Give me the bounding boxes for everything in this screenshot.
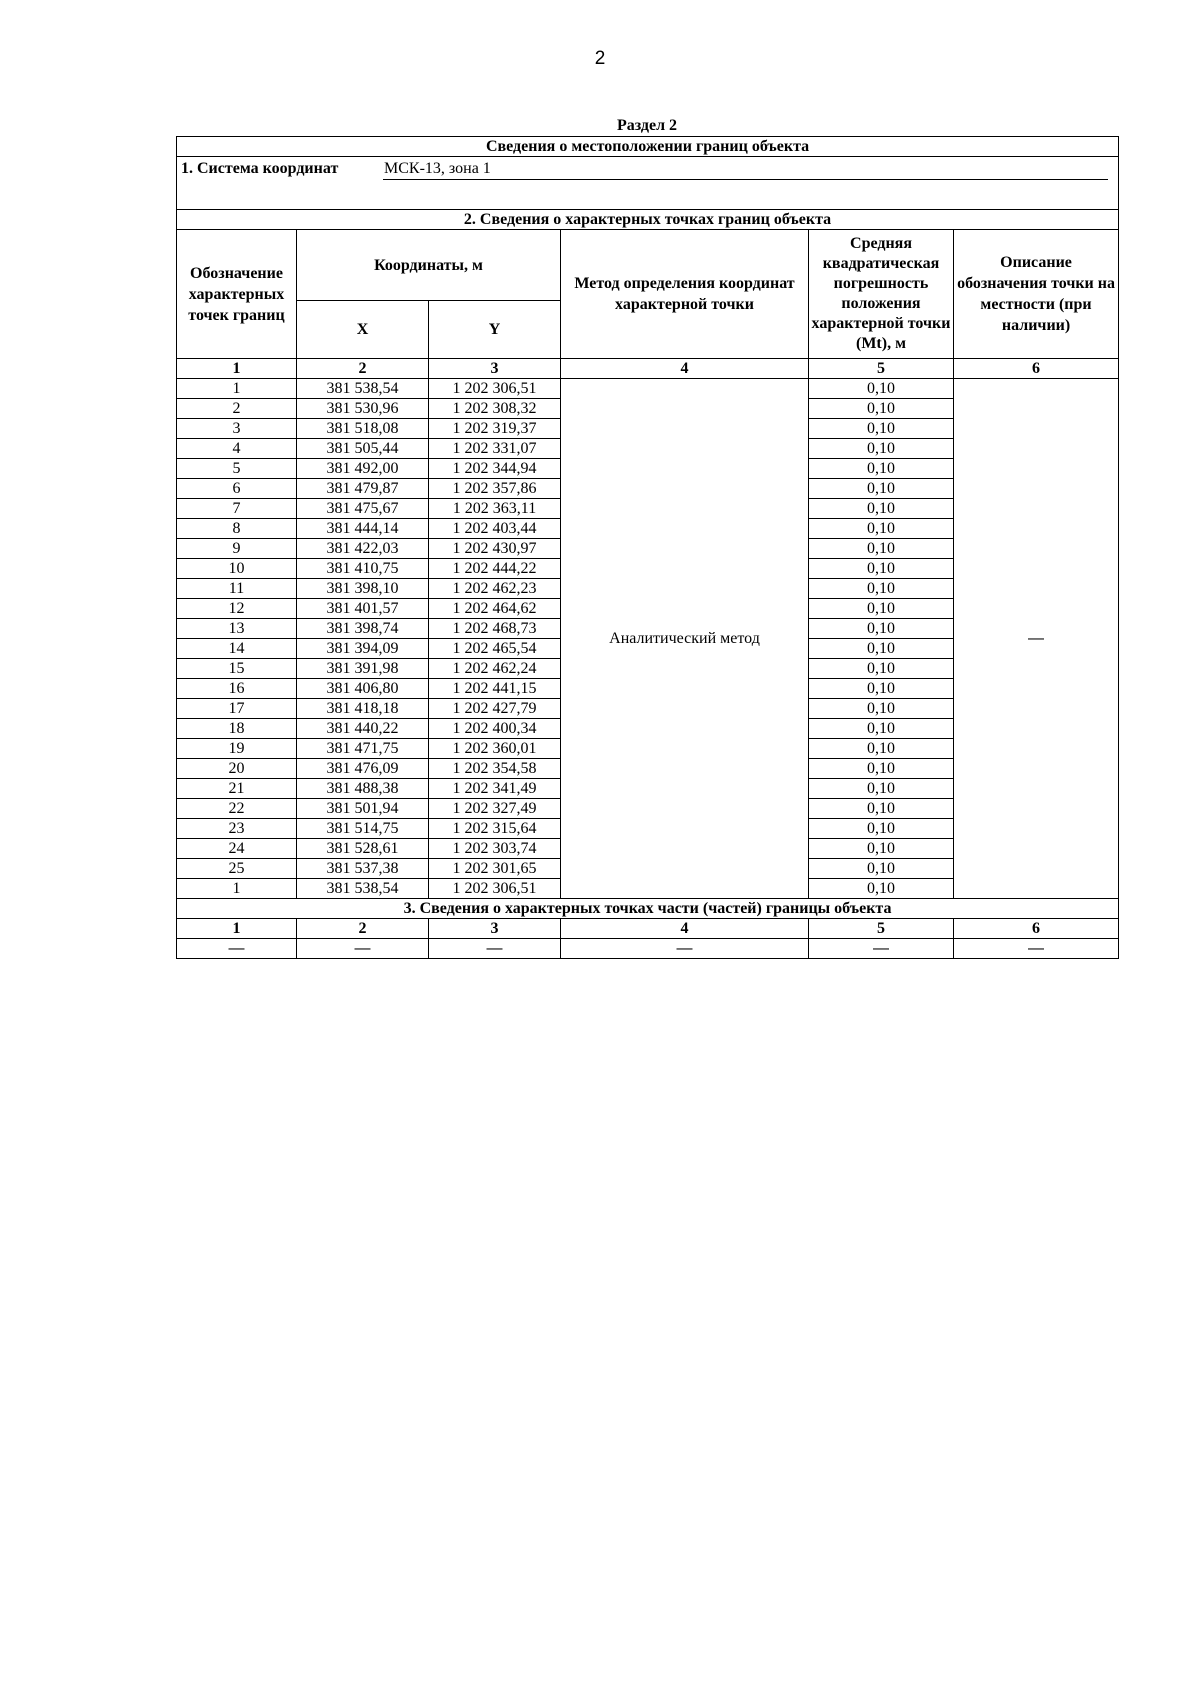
point-number: 9 <box>177 539 297 559</box>
coord-x: 381 488,38 <box>297 779 429 799</box>
point-number: 11 <box>177 579 297 599</box>
section-title: Раздел 2 <box>616 117 678 134</box>
table-title-row <box>177 137 1119 157</box>
mt-value: 0,10 <box>809 839 954 859</box>
column-number: 5 <box>809 919 954 939</box>
mt-value: 0,10 <box>809 859 954 879</box>
mt-value: 0,10 <box>809 559 954 579</box>
point-number: 15 <box>177 659 297 679</box>
point-number: 1 <box>177 379 297 399</box>
point-number: 17 <box>177 699 297 719</box>
header-description: Описание обозначения точки на местности (при наличии) <box>954 230 1119 359</box>
point-number: 22 <box>177 799 297 819</box>
coord-y: 1 202 315,64 <box>429 819 561 839</box>
mt-value: 0,10 <box>809 399 954 419</box>
column-numbers-row <box>177 359 1119 379</box>
mt-value: 0,10 <box>809 659 954 679</box>
point-number: 10 <box>177 559 297 579</box>
empty-dash: — <box>429 939 561 959</box>
mt-value: 0,10 <box>809 639 954 659</box>
subsection3-title-row <box>177 899 1119 919</box>
point-number: 7 <box>177 499 297 519</box>
point-number: 13 <box>177 619 297 639</box>
coord-y: 1 202 344,94 <box>429 459 561 479</box>
mt-value: 0,10 <box>809 579 954 599</box>
empty-dash: — <box>561 939 809 959</box>
point-number: 3 <box>177 419 297 439</box>
table-row <box>177 379 1119 399</box>
coord-x: 381 422,03 <box>297 539 429 559</box>
boundary-table <box>176 136 1119 959</box>
point-number: 6 <box>177 479 297 499</box>
mt-value: 0,10 <box>809 379 954 399</box>
column-number: 2 <box>297 359 429 379</box>
mt-value: 0,10 <box>809 459 954 479</box>
point-number: 12 <box>177 599 297 619</box>
page-number: 2 <box>594 48 606 69</box>
coord-x: 381 398,74 <box>297 619 429 639</box>
column-number: 4 <box>561 359 809 379</box>
mt-value: 0,10 <box>809 879 954 899</box>
coord-y: 1 202 341,49 <box>429 779 561 799</box>
subsection3-column-numbers-row <box>177 919 1119 939</box>
coord-y: 1 202 303,74 <box>429 839 561 859</box>
table-title: Сведения о местоположении границ объекта <box>177 137 1119 157</box>
empty-dash: — <box>954 939 1119 959</box>
coord-x: 381 391,98 <box>297 659 429 679</box>
header-coords: Координаты, м <box>297 230 561 301</box>
method-cell: Аналитический метод <box>561 379 809 899</box>
subsection3-title: 3. Сведения о характерных точках части (частей) границы объекта <box>177 899 1119 919</box>
coord-y: 1 202 462,23 <box>429 579 561 599</box>
mt-value: 0,10 <box>809 619 954 639</box>
coord-y: 1 202 357,86 <box>429 479 561 499</box>
coord-x: 381 530,96 <box>297 399 429 419</box>
coord-x: 381 394,09 <box>297 639 429 659</box>
mt-value: 0,10 <box>809 539 954 559</box>
coord-y: 1 202 465,54 <box>429 639 561 659</box>
point-number: 16 <box>177 679 297 699</box>
mt-value: 0,10 <box>809 479 954 499</box>
coord-system-underline <box>383 179 1108 180</box>
coord-y: 1 202 363,11 <box>429 499 561 519</box>
mt-value: 0,10 <box>809 719 954 739</box>
mt-value: 0,10 <box>809 439 954 459</box>
coord-y: 1 202 400,34 <box>429 719 561 739</box>
coord-y: 1 202 403,44 <box>429 519 561 539</box>
column-number: 6 <box>954 919 1119 939</box>
point-number: 1 <box>177 879 297 899</box>
mt-value: 0,10 <box>809 799 954 819</box>
point-number: 8 <box>177 519 297 539</box>
empty-dash: — <box>297 939 429 959</box>
point-number: 20 <box>177 759 297 779</box>
coord-x: 381 410,75 <box>297 559 429 579</box>
subsection2-title-row <box>177 210 1119 230</box>
point-number: 25 <box>177 859 297 879</box>
coord-x: 381 538,54 <box>297 879 429 899</box>
point-number: 23 <box>177 819 297 839</box>
empty-dash: — <box>177 939 297 959</box>
coord-y: 1 202 306,51 <box>429 879 561 899</box>
column-number: 3 <box>429 359 561 379</box>
empty-dash: — <box>809 939 954 959</box>
subsection3-empty-row <box>177 939 1119 959</box>
point-number: 21 <box>177 779 297 799</box>
coord-x: 381 401,57 <box>297 599 429 619</box>
coord-y: 1 202 354,58 <box>429 759 561 779</box>
coord-x: 381 444,14 <box>297 519 429 539</box>
coord-x: 381 398,10 <box>297 579 429 599</box>
coord-x: 381 471,75 <box>297 739 429 759</box>
coord-x: 381 528,61 <box>297 839 429 859</box>
coord-system-label: 1. Система координат <box>181 160 339 177</box>
subsection2-title: 2. Сведения о характерных точках границ объекта <box>177 210 1119 230</box>
coord-y: 1 202 444,22 <box>429 559 561 579</box>
header-y: Y <box>429 301 561 359</box>
header-x: X <box>297 301 429 359</box>
mt-value: 0,10 <box>809 599 954 619</box>
coord-x: 381 492,00 <box>297 459 429 479</box>
mt-value: 0,10 <box>809 679 954 699</box>
coord-y: 1 202 464,62 <box>429 599 561 619</box>
coord-x: 381 537,38 <box>297 859 429 879</box>
column-number: 6 <box>954 359 1119 379</box>
coord-y: 1 202 468,73 <box>429 619 561 639</box>
coord-y: 1 202 430,97 <box>429 539 561 559</box>
coord-x: 381 479,87 <box>297 479 429 499</box>
mt-value: 0,10 <box>809 499 954 519</box>
column-number: 1 <box>177 919 297 939</box>
coord-y: 1 202 327,49 <box>429 799 561 819</box>
mt-value: 0,10 <box>809 739 954 759</box>
coord-y: 1 202 427,79 <box>429 699 561 719</box>
coord-x: 381 418,18 <box>297 699 429 719</box>
coord-system-cell <box>177 157 1119 210</box>
point-number: 2 <box>177 399 297 419</box>
mt-value: 0,10 <box>809 419 954 439</box>
coord-x: 381 518,08 <box>297 419 429 439</box>
coord-x: 381 505,44 <box>297 439 429 459</box>
coord-y: 1 202 462,24 <box>429 659 561 679</box>
header-row-1 <box>177 230 1119 301</box>
coord-x: 381 440,22 <box>297 719 429 739</box>
coord-x: 381 476,09 <box>297 759 429 779</box>
mt-value: 0,10 <box>809 519 954 539</box>
coord-y: 1 202 308,32 <box>429 399 561 419</box>
coord-y: 1 202 306,51 <box>429 379 561 399</box>
header-point: Обозначение характерных точек границ <box>177 230 297 359</box>
coord-x: 381 475,67 <box>297 499 429 519</box>
coord-y: 1 202 360,01 <box>429 739 561 759</box>
point-number: 19 <box>177 739 297 759</box>
mt-value: 0,10 <box>809 759 954 779</box>
coord-y: 1 202 331,07 <box>429 439 561 459</box>
description-cell: — <box>954 379 1119 899</box>
coord-y: 1 202 441,15 <box>429 679 561 699</box>
header-error: Средняя квадратическая погрешность положения характерной точки (Mt), м <box>809 230 954 359</box>
mt-value: 0,10 <box>809 779 954 799</box>
point-number: 4 <box>177 439 297 459</box>
coord-x: 381 501,94 <box>297 799 429 819</box>
column-number: 3 <box>429 919 561 939</box>
coord-x: 381 538,54 <box>297 379 429 399</box>
coord-system-value: МСК-13, зона 1 <box>384 160 491 177</box>
mt-value: 0,10 <box>809 819 954 839</box>
column-number: 5 <box>809 359 954 379</box>
coord-x: 381 514,75 <box>297 819 429 839</box>
mt-value: 0,10 <box>809 699 954 719</box>
column-number: 1 <box>177 359 297 379</box>
point-number: 18 <box>177 719 297 739</box>
column-number: 4 <box>561 919 809 939</box>
header-method: Метод определения координат характерной точки <box>561 230 809 359</box>
point-number: 14 <box>177 639 297 659</box>
column-number: 2 <box>297 919 429 939</box>
coord-system-row <box>177 157 1119 210</box>
point-number: 5 <box>177 459 297 479</box>
point-number: 24 <box>177 839 297 859</box>
coord-y: 1 202 319,37 <box>429 419 561 439</box>
coord-y: 1 202 301,65 <box>429 859 561 879</box>
coord-x: 381 406,80 <box>297 679 429 699</box>
